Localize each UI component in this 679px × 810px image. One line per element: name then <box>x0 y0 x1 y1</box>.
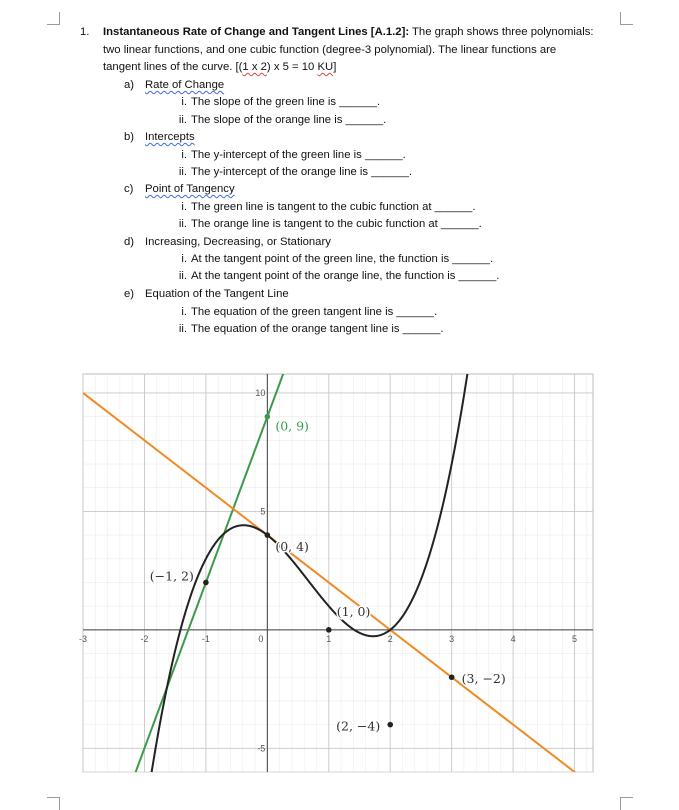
part-d <box>124 235 331 249</box>
part-title: Point of Tangency <box>145 183 235 195</box>
item-text: At the tangent point of the orange line, the function is ______. <box>191 270 500 282</box>
point-marker <box>387 722 393 728</box>
item-text: At the tangent point of the green line, the function is ______. <box>191 253 494 265</box>
x-tick-label: 2 <box>387 633 393 644</box>
page-corner-mark <box>47 797 60 810</box>
item-text: The orange line is tangent to the cubic function at ______. <box>191 218 482 230</box>
y-tick-label: 10 <box>255 387 266 398</box>
part-label: e) <box>124 288 135 300</box>
part-b-item-2 <box>166 165 412 179</box>
item-label: ii. <box>178 270 187 282</box>
item-text: The green line is tangent to the cubic function at ______. <box>191 201 476 213</box>
point-marker <box>265 532 271 538</box>
part-e <box>124 287 289 301</box>
item-label: ii. <box>178 166 187 178</box>
page-corner-mark <box>620 12 633 25</box>
x-tick-label: 5 <box>572 633 578 644</box>
item-text: The equation of the orange tangent line is ______. <box>191 323 444 335</box>
x-tick-label: 3 <box>449 633 455 644</box>
part-c-item-2 <box>166 217 482 231</box>
point-label: (3, −2) <box>461 671 506 687</box>
question-line-1 <box>103 25 623 39</box>
y-tick-label: -5 <box>257 743 266 754</box>
question-line-3 <box>103 60 623 74</box>
part-a-item-1 <box>166 95 380 109</box>
point-label: (−1, 2) <box>149 568 194 584</box>
page-corner-mark <box>47 12 60 25</box>
marks-unit: KU <box>317 61 334 73</box>
part-label: b) <box>124 131 135 143</box>
question-number: 1. <box>80 26 90 38</box>
page-corner-mark <box>620 797 633 810</box>
item-text: The y-intercept of the orange line is ______. <box>191 166 413 178</box>
point-marker <box>326 627 332 633</box>
marks-text: ) x 5 = 10 <box>266 61 318 73</box>
question-intro: The graph shows three polynomials: <box>409 26 594 38</box>
part-title: Equation of the Tangent Line <box>145 288 289 300</box>
point-label: (0, 4) <box>275 539 309 555</box>
x-tick-label: -2 <box>140 633 149 644</box>
point-marker <box>449 674 455 680</box>
item-label: ii. <box>178 218 187 230</box>
x-tick-label: -1 <box>201 633 210 644</box>
item-label: i. <box>181 201 187 213</box>
question-line-2: two linear functions, and one cubic function (degree-3 polynomial). The linear functions are <box>103 44 557 56</box>
item-label: i. <box>181 306 187 318</box>
part-title: Increasing, Decreasing, or Stationary <box>145 236 331 248</box>
part-d-item-1 <box>166 252 493 266</box>
x-tick-label: 4 <box>510 633 516 644</box>
y-tick-label: 5 <box>260 506 266 517</box>
part-d-item-2 <box>166 269 499 283</box>
x-tick-label: 1 <box>326 633 332 644</box>
part-label: c) <box>124 183 134 195</box>
question-title: Instantaneous Rate of Change and Tangent Lines [A.1.2]: <box>103 26 410 38</box>
item-text: The slope of the green line is ______. <box>191 96 381 108</box>
item-text: The y-intercept of the green line is ______. <box>191 149 406 161</box>
part-c-item-1 <box>166 200 476 214</box>
x-tick-label: 0 <box>258 633 264 644</box>
point-marker <box>203 580 209 586</box>
item-label: i. <box>181 96 187 108</box>
part-e-item-2 <box>166 322 444 336</box>
x-tick-label: -3 <box>78 633 88 644</box>
part-title: Intercepts <box>145 131 195 143</box>
marks-formula: 1 x 2 <box>242 61 267 73</box>
part-b <box>124 130 195 144</box>
item-label: i. <box>181 149 187 161</box>
part-c <box>124 182 235 196</box>
item-text: The equation of the green tangent line is ______. <box>191 306 438 318</box>
part-a <box>124 78 224 92</box>
marks-text: ] <box>333 61 337 73</box>
part-title: Rate of Change <box>145 79 225 91</box>
part-b-item-1 <box>166 148 406 162</box>
part-label: a) <box>124 79 135 91</box>
part-label: d) <box>124 236 135 248</box>
marks-text: tangent lines of the curve. [( <box>103 61 243 73</box>
point-label: (1, 0) <box>336 603 371 619</box>
item-label: ii. <box>178 114 187 126</box>
part-e-item-1 <box>166 305 437 319</box>
point-marker <box>265 414 271 420</box>
item-text: The slope of the orange line is ______. <box>191 114 387 126</box>
point-label: (2, −4) <box>336 718 381 734</box>
item-label: i. <box>181 253 187 265</box>
point-label: (0, 9) <box>275 418 309 434</box>
item-label: ii. <box>178 323 187 335</box>
function-graph <box>78 374 593 772</box>
part-a-item-2 <box>166 113 386 127</box>
